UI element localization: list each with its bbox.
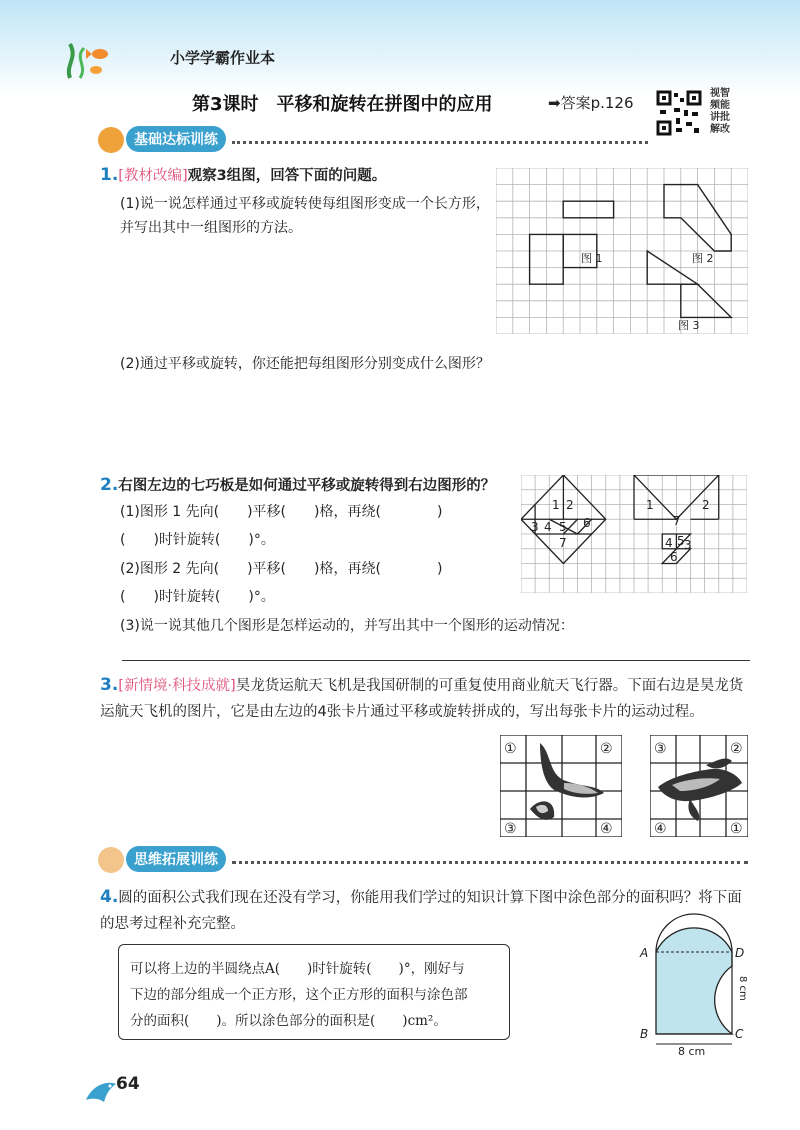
section-extension-header	[98, 846, 226, 873]
point-c-label: C	[735, 1027, 744, 1041]
point-b-label: B	[640, 1027, 649, 1041]
q2-answer-line[interactable]	[122, 660, 750, 661]
right-card-1: ①	[730, 821, 743, 837]
dim-bottom-label: 8 cm	[678, 1045, 706, 1056]
section-basic-header	[98, 126, 226, 153]
qr-code-icon[interactable]	[656, 90, 702, 136]
dolphin-icon	[84, 1076, 118, 1106]
right-piece-5: 5	[677, 534, 685, 548]
q3-cards-left	[500, 735, 622, 837]
q2-line1a: (1)图形 1 先向( )平移( )格，再绕( )	[120, 504, 443, 520]
section-extension-label: 思维拓展训练	[126, 846, 226, 872]
lesson-title: 第3课时 平移和旋转在拼图中的应用	[192, 94, 493, 115]
qr-labels: 视智 频能 讲批 解改	[710, 88, 730, 135]
q2-line3: (3)说一说其他几个图形是怎样运动的，并写出其中一个图形的运动情况：	[120, 618, 574, 634]
q2-tangram-grid	[521, 475, 747, 593]
fox-pencil-icon	[98, 127, 124, 153]
q1-part2: (2)通过平移或旋转，你还能把每组图形分别变成什么图形？	[120, 356, 490, 372]
right-piece-4: 4	[665, 536, 673, 550]
q3-prompt: 3.[新情境·科技成就]昊龙货运航天飞机是我国研制的可重复使用商业航天飞行器。下面右边是昊龙货运航天飞机的图片，它是由左边的4张卡片通过平移或旋转拼成的，写出每张卡片的运动过程。	[100, 675, 744, 720]
q2-line2b: ( )时针旋转( )°。	[120, 589, 275, 605]
left-piece-3: 3	[531, 520, 539, 534]
left-card-2: ②	[600, 741, 613, 757]
left-card-4: ④	[600, 821, 613, 837]
rabbit-icon	[98, 847, 124, 873]
point-d-label: D	[735, 946, 745, 960]
q4-box-line1: 可以将上边的半圆绕点A( )时针旋转( )°，刚好与	[130, 961, 465, 977]
right-card-3: ③	[654, 741, 667, 757]
left-piece-1: 1	[552, 498, 560, 512]
q4-prompt: 4.圆的面积公式我们现在还没有学习，你能用我们学过的知识计算下图中涂色部分的面积吗？将下面的思考过程补充完整。	[100, 887, 742, 932]
q1-grid-figures	[496, 168, 748, 334]
right-piece-7: 7	[673, 514, 681, 528]
left-piece-2: 2	[566, 498, 574, 512]
right-piece-3: 3	[684, 538, 692, 552]
point-a-label: A	[640, 946, 649, 960]
q1-prompt: 1.[教材改编]观察3组图，回答下面的问题。	[100, 165, 387, 185]
q2-line1b: ( )时针旋转( )°。	[120, 532, 275, 548]
left-piece-6: 6	[583, 516, 591, 530]
q2-line2a: (2)图形 2 先向( )平移( )格，再绕( )	[120, 561, 443, 577]
answer-reference: ➡答案p.126	[548, 94, 634, 112]
q1-part1: (1)说一说怎样通过平移或旋转使每组图形变成一个长方形，并写出其中一组图形的方法。	[120, 196, 490, 236]
right-card-2: ②	[730, 741, 743, 757]
q4-box-line2: 下边的部分组成一个正方形，这个正方形的面积与涂色部	[130, 987, 468, 1003]
section-basic-label: 基础达标训练	[126, 126, 226, 152]
left-card-1: ①	[504, 741, 517, 757]
book-title: 小学学霸作业本	[170, 49, 276, 67]
right-piece-6: 6	[670, 550, 678, 564]
right-piece-2: 2	[702, 498, 710, 512]
right-card-4: ④	[654, 821, 667, 837]
left-card-3: ③	[504, 821, 517, 837]
q4-shaded-figure	[636, 906, 752, 1056]
q4-box-line3: 分的面积( )。所以涂色部分的面积是( )cm²。	[130, 1013, 447, 1029]
dim-side-label: 8 cm	[737, 976, 748, 1001]
seaweed-fish-icon	[60, 40, 120, 80]
section-divider-2	[232, 861, 748, 864]
fig1-label: 图 1	[581, 252, 603, 265]
left-piece-5: 5	[559, 520, 567, 534]
left-piece-7: 7	[559, 536, 567, 550]
q4-thinking-text[interactable]	[130, 956, 502, 1034]
header-band	[0, 0, 800, 95]
arrow-right-icon: ➡	[548, 94, 561, 112]
fig2-label: 图 2	[692, 252, 714, 265]
left-piece-4: 4	[544, 520, 552, 534]
fig3-label: 图 3	[678, 319, 700, 332]
right-piece-1: 1	[646, 498, 654, 512]
q2-prompt: 2.右图左边的七巧板是如何通过平移或旋转得到右边图形的？	[100, 475, 496, 495]
section-divider	[232, 141, 648, 144]
q3-cards-right	[650, 735, 748, 837]
page-number: 64	[116, 1074, 140, 1094]
